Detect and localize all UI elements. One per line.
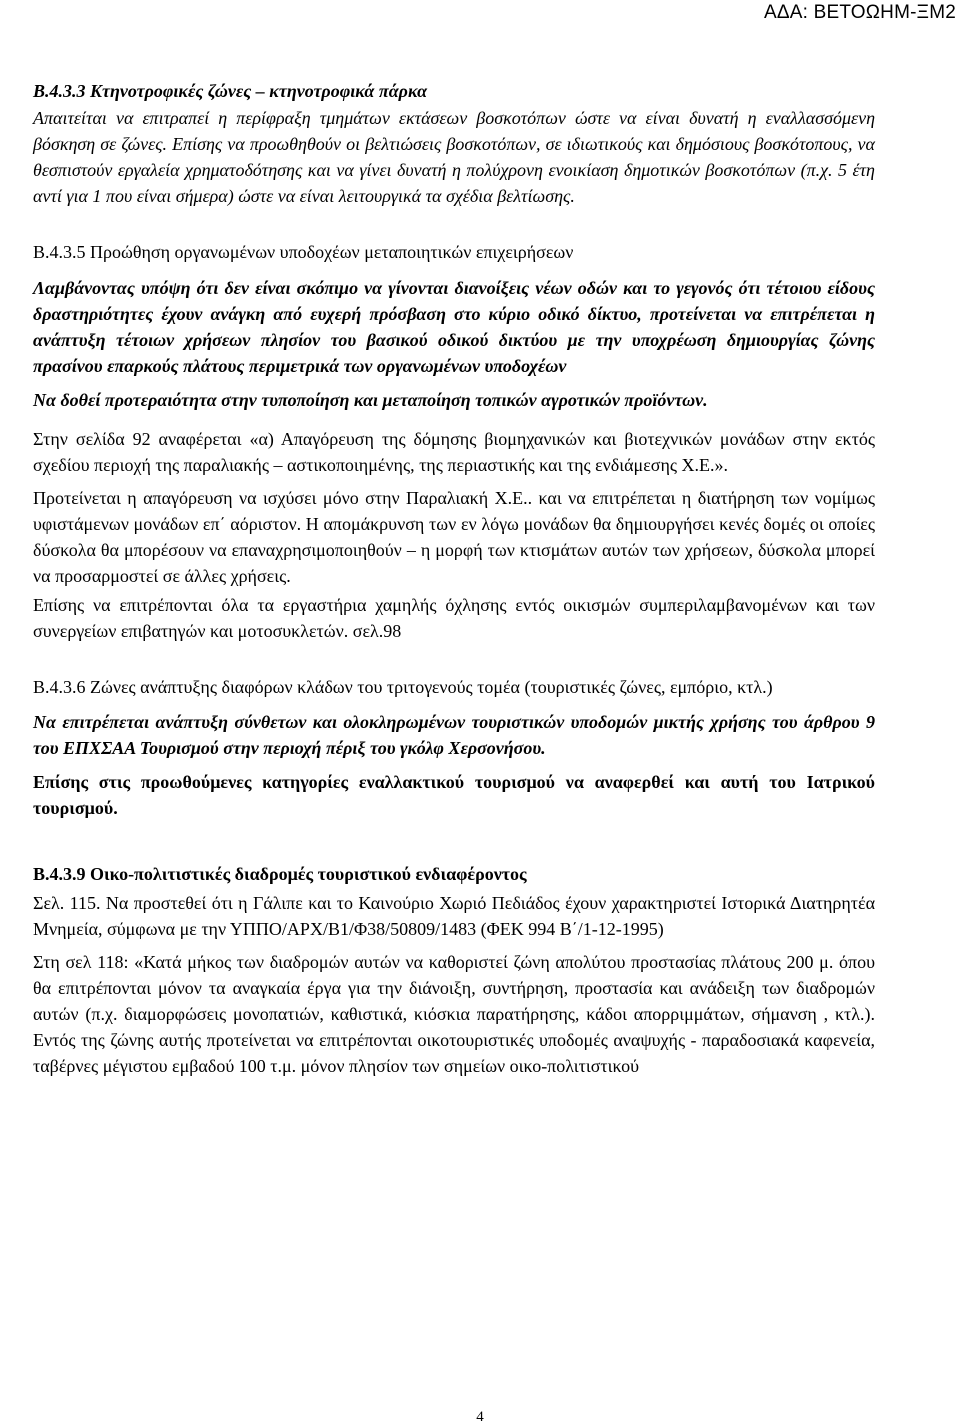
paragraph-page-92: Στην σελίδα 92 αναφέρεται «α) Απαγόρευση της δόμησης βιομηχανικών και βιοτεχνικών μονάδων στην εκτός σχεδίου περιοχή της παραλιακής – αστικοποιημένης, της περιαστικής και της ενδιάμεσης Χ.Ε.». xyxy=(33,429,875,475)
section-heading-b433: Β.4.3.3 Κτηνοτροφικές ζώνες – κτηνοτροφικά πάρκα xyxy=(33,81,428,101)
section-heading-b435: Β.4.3.5 Προώθηση οργανωμένων υποδοχέων μεταποιητικών επιχειρήσεων xyxy=(33,242,574,262)
paragraph-page-115: Σελ. 115. Να προστεθεί ότι η Γάλιπε και το Καινούριο Χωριό Πεδιάδος έχουν χαρακτηριστεί Ιστορικά Διατηρητέα Μνημεία, σύμφωνα με την ΥΠΠΟ/ΑΡΧ/Β1/Φ38/50809/1483 (ΦΕΚ 994 Β΄/1-12-1995) xyxy=(33,893,875,939)
paragraph-proposal-ban: Προτείνεται η απαγόρευση να ισχύσει μόνο στην Παραλιακή Χ.Ε.. και να επιτρέπεται η διατήρηση των νομίμως υφιστάμενων μονάδων επ΄ αόριστον. Η απομάκρυνση των εν λόγω μονάδων θα δημιουργήσει κενές δομές οι οποίες δύσκολα θα μπορέσουν να επαναχρησιμοποιηθούν – η μορφή των κτισμάτων αυτών των χρήσεων, δύσκολα μπορεί να προσαρμοστεί σε άλλες χρήσεις. xyxy=(33,488,875,586)
section-heading-b439: Β.4.3.9 Οικο-πολιτιστικές διαδρομές τουριστικού ενδιαφέροντος xyxy=(33,864,527,884)
section-heading-b436: Β.4.3.6 Ζώνες ανάπτυξης διαφόρων κλάδων του τριτογενούς τομέα (τουριστικές ζώνες, εμπόριο, κτλ.) xyxy=(33,677,773,697)
document-code: ΑΔΑ: ΒΕΤΟΩΗΜ-ΞΜ2 xyxy=(763,2,956,23)
paragraph-medical-tourism: Επίσης στις προωθούμενες κατηγορίες εναλλακτικού τουρισμού να αναφερθεί και αυτή του Ιατρικού τουρισμού. xyxy=(33,772,875,818)
paragraph-mixed-use-tourism: Να επιτρέπεται ανάπτυξη σύνθετων και ολοκληρωμένων τουριστικών υποδομών μικτής χρήσης του άρθρου 9 του ΕΠΧΣΑΑ Τουρισμού στην περιοχή πέριξ του γκόλφ Χερσονήσου. xyxy=(33,712,875,758)
section-text-b433: Απαιτείται να επιτραπεί η περίφραξη τμημάτων εκτάσεων βοσκοτόπων ώστε να είναι δυνατή η εναλλασσόμενη βόσκηση σε ζώνες. Επίσης να προωθηθούν οι βελτιώσεις βοσκοτόπων, σε ιδιωτικούς και δημόσιους βοσκότοπους, να θεσπιστούν εργαλεία χρηματοδότησης και να γίνει δυνατή η πολύχρονη ενοικίαση δημοτικών βοσκοτόπων (π.χ. 5 έτη αντί για 1 που είναι σήμερα) ώστε να είναι λειτουργικά τα σχέδια βελτίωσης. xyxy=(33,108,875,206)
page-number: 4 xyxy=(476,1409,484,1425)
paragraph-organized-receptors: Λαμβάνοντας υπόψη ότι δεν είναι σκόπιμο να γίνονται διανοίξεις νέων οδών και το γεγονός ότι τέτοιου είδους δραστηριότητες έχουν ανάγκη από ευχερή πρόσβαση στο κύριο οδικό δίκτυο, προτείνεται να επιτρέπεται η ανάπτυξη τέτοιων χρήσεων πλησίον του βασικού οδικού δικτύου με την υποχρέωση δημιουργίας ζώνης πρασίνου επαρκούς πλάτους περιμετρικά των οργανωμένων υποδοχέων xyxy=(33,278,875,376)
document-body xyxy=(33,78,875,1079)
paragraph-priority-products: Να δοθεί προτεραιότητα στην τυποποίηση και μεταποίηση τοπικών αγροτικών προϊόντων. xyxy=(33,390,708,410)
paragraph-workshops: Επίσης να επιτρέπονται όλα τα εργαστήρια χαμηλής όχλησης εντός οικισμών συμπεριλαμβανομένων και των συνεργείων επιβατηγών και μοτοσυκλετών. σελ.98 xyxy=(33,595,875,641)
paragraph-page-118: Στη σελ 118: «Κατά μήκος των διαδρομών αυτών να καθοριστεί ζώνη απολύτου προστασίας πλάτους 200 μ. όπου θα επιτρέπονται μόνον τα αναγκαία έργα για την διάνοιξη, συντήρηση, προστασία και ανάδειξη των διαδρομών αυτών (π.χ. διαμορφώσεις μονοπατιών, καθιστικά, κιόσκια παρατήρησης, κάδοι απορριμμάτων, σήμανση , κτλ.). Εντός της ζώνης αυτής προτείνεται να επιτρέπονται οικοτουριστικές υποδομές αναψυχής - παραδοσιακά καφενεία, ταβέρνες μέγιστου εμβαδού 100 τ.μ. μόνον πλησίον των σημείων οικο-πολιτιστικού xyxy=(33,952,875,1076)
